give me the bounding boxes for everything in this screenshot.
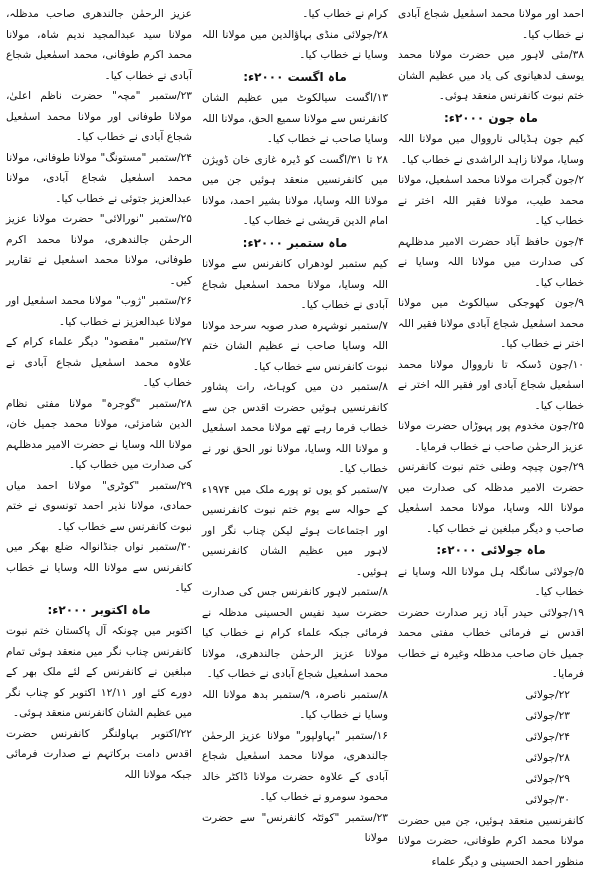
paragraph: ۲۳/ستمبر "کوئٹہ کانفرنس" سے حضرت مولانا <box>202 808 388 849</box>
paragraph: ۵/جولائی سانگلہ ہل مولانا اللہ وسایا نے خطاب کیا۔ <box>398 562 584 603</box>
paragraph: ۱۳/اگست سیالکوٹ میں عظیم الشان کانفرنس سے مولانا سمیع الحق، مولانا اللہ وسایا صاحب نے خطاب کیا۔ <box>202 88 388 150</box>
date-list-item: ۲۹/جولائی <box>398 769 570 790</box>
paragraph: ۲۵/جون مخدوم پور پہوڑاں حضرت مولانا عزیز الرحمٰن صاحب نے خطاب فرمایا۔ <box>398 416 584 457</box>
paragraph: ۲۹/جون چیچہ وطنی ختم نبوت کانفرنس حضرت الامیر مدظلہ کی صدارت میں مولانا اللہ وسایا، مولانا محمد اسمٰعیل صاحب و دیگر مبلغین نے خطاب کیا۔ <box>398 457 584 539</box>
date-list-item: ۲۸/جولائی <box>398 748 570 769</box>
paragraph: عزیز الرحمٰن جالندھری صاحب مدظلہ، مولانا سید عبدالمجید ندیم شاہ، مولانا محمد اکرم طوفانی، محمد اسمٰعیل شجاع آبادی نے خطاب کیا۔ <box>6 4 192 86</box>
date-list-item: ۲۲/جولائی <box>398 685 570 706</box>
paragraph: ۲۹/ستمبر "کوٹری" مولانا احمد میاں حمادی، مولانا نذیر احمد تونسوی نے ختم نبوت کانفرنس سے خطاب کیا۔ <box>6 476 192 538</box>
paragraph: ۲۵/ستمبر "نورالائی" حضرت مولانا عزیز الرحمٰن جالندھری، مولانا محمد اکرم طوفانی، مولانا محمد اسمٰعیل نے تقاریر کیں۔ <box>6 209 192 291</box>
date-list <box>398 685 584 811</box>
month-heading: ماہ ستمبر ۲۰۰۰ء: <box>202 233 388 254</box>
month-heading: ماہ اکتوبر ۲۰۰۰ء: <box>6 600 192 621</box>
month-heading: ماہ اگست ۲۰۰۰ء: <box>202 67 388 88</box>
paragraph: ۲/جون گجرات مولانا محمد اسمٰعیل، مولانا محمد طیب، مولانا فقیر اللہ اختر نے خطاب کیا۔ <box>398 170 584 232</box>
paragraph: کیم جون ہڈیالی نارووال میں مولانا اللہ وسایا، مولانا زاہد الراشدی نے خطاب کیا۔ <box>398 129 584 170</box>
paragraph: ۸/ستمبر دن میں کوہاٹ، رات پشاور کانفرنسیں ہوئیں حضرت اقدس جن سے خطاب فرما رہے تھے مولانا محمد اسمٰعیل و مولانا اللہ وسایا، مولانا نور الحق نور نے خطاب کیا۔ <box>202 377 388 480</box>
month-heading: ماہ جولائی ۲۰۰۰ء: <box>398 540 584 561</box>
paragraph: کرام نے خطاب کیا۔ <box>202 4 388 25</box>
column-left <box>6 4 192 755</box>
paragraph: کانفرنسیں منعقد ہوئیں، جن میں حضرت مولانا محمد اکرم طوفانی، حضرت مولانا منظور احمد الحسینی و دیگر علماء <box>398 811 584 872</box>
paragraph: ۲۴/ستمبر "مستونگ" مولانا طوفانی، مولانا محمد اسمٰعیل شجاع آبادی، مولانا عبدالعزیز جتوئی نے خطاب کیا۔ <box>6 148 192 210</box>
paragraph: ۱۰/جون ڈسکہ تا نارووال مولانا محمد اسمٰعیل شجاع آبادی اور فقیر اللہ اختر نے خطاب کیا۔ <box>398 355 584 417</box>
paragraph: ۳۸/مئی لاہور میں حضرت مولانا محمد یوسف لدھیانوی کی یاد میں عظیم الشان ختم نبوت کانفرنس منعقد ہوئی۔ <box>398 45 584 107</box>
paragraph: ۲۸ تا ۳۱/اگست کو ڈیرہ غازی خان ڈویژن میں کانفرنسیں منعقد ہوئیں جن میں مولانا اللہ وسایا، مولانا بشیر احمد، مولانا امام الدین قریشی نے خطاب کیا۔ <box>202 150 388 232</box>
paragraph: ۸/ستمبر لاہور کانفرنس جس کی صدارت حضرت سید نفیس الحسینی مدظلہ نے فرمائی جبکہ علماء کرام نے خطاب کیا مولانا عزیز الرحمٰن جالندھری، مولانا محمد اسمٰعیل شجاع آبادی نے خطاب کیا۔ <box>202 582 388 685</box>
month-heading: ماہ جون ۲۰۰۰ء: <box>398 108 584 129</box>
date-list-item: ۲۴/جولائی <box>398 727 570 748</box>
paragraph: کیم ستمبر لودھراں کانفرنس سے مولانا اللہ وسایا، مولانا محمد اسمٰعیل شجاع آبادی نے خطاب کیا۔ <box>202 254 388 316</box>
paragraph: ۷/ستمبر کو یوں تو پورے ملک میں ۱۹۷۴ء کے حوالہ سے یوم ختم نبوت کانفرنسیں اور اجتماعات ہوئے لیکن چناب نگر اور لاہور میں عظیم الشان کانفرنسیں ہوئیں۔ <box>202 480 388 583</box>
paragraph: ۹/جون کھوجکی سیالکوٹ میں مولانا محمد اسمٰعیل شجاع آبادی مولانا فقیر اللہ اختر نے خطاب کیا۔ <box>398 293 584 355</box>
paragraph: ۲۸/ستمبر "گوجرہ" مولانا مفتی نظام الدین شامزئی، مولانا محمد جمیل خان، مولانا اللہ وسایا نے حضرت الامیر مدظلہم کی صدارت میں خطاب کیا۔ <box>6 394 192 476</box>
paragraph: ۲۷/ستمبر "مقصود" دیگر علماء کرام کے علاوہ محمد اسمٰعیل شجاع آبادی نے خطاب کیا۔ <box>6 332 192 394</box>
paragraph: ۲۳/ستمبر "مچہ" حضرت ناظم اعلیٰ، مولانا طوفانی اور مولانا محمد اسمٰعیل شجاع آبادی نے خطاب کیا۔ <box>6 86 192 148</box>
paragraph: ۲۶/ستمبر "ژوب" مولانا محمد اسمٰعیل اور مولانا عبدالعزیز نے خطاب کیا۔ <box>6 291 192 332</box>
paragraph: ۸/ستمبر ناصرہ، ۹/ستمبر بدھ مولانا اللہ وسایا نے خطاب کیا۔ <box>202 685 388 726</box>
paragraph: ۳۰/ستمبر نواں جنڈانوالہ ضلع بھکر میں کانفرنس سے مولانا اللہ وسایا نے خطاب کیا۔ <box>6 537 192 599</box>
column-right <box>398 4 584 755</box>
date-list-item: ۲۳/جولائی <box>398 706 570 727</box>
paragraph: ۷/ستمبر نوشہرہ صدر صوبہ سرحد مولانا اللہ وسایا صاحب نے عظیم الشان ختم نبوت کانفرنس سے خطاب کیا۔ <box>202 316 388 378</box>
paragraph: احمد اور مولانا محمد اسمٰعیل شجاع آبادی نے خطاب کیا۔ <box>398 4 584 45</box>
paragraph: ۴/جون حافظ آباد حضرت الامیر مدظلہم کی صدارت میں مولانا اللہ وسایا نے خطاب کیا۔ <box>398 232 584 294</box>
paragraph: ۲۲/اکتوبر بہاولنگر کانفرنس حضرت اقدس دامت برکاتہم نے صدارت فرمائی جبکہ مولانا اللہ <box>6 724 192 786</box>
paragraph: ۱۶/ستمبر "بہاولپور" مولانا عزیز الرحمٰن جالندھری، مولانا محمد اسمٰعیل شجاع آبادی کے علاوہ حضرت مولانا ڈاکٹر خالد محمود سومرو نے خطاب کیا۔ <box>202 726 388 808</box>
paragraph: ۱۹/جولائی حیدر آباد زیر صدارت حضرت اقدس نے فرمائی خطاب مفتی محمد جمیل خان صاحب مدظلہ وغیرہ نے خطاب فرمایا۔ <box>398 603 584 685</box>
column-middle <box>202 4 388 755</box>
date-list-item: ۳۰/جولائی <box>398 790 570 811</box>
paragraph: اکتوبر میں چونکہ آل پاکستان ختم نبوت کانفرنس چناب نگر میں منعقد ہوئی تمام مبلغین نے کانفرنس کے لئے ملک بھر کے دورے کئے اور ۱۲/۱۱ اکتوبر کو چناب نگر میں عظیم الشان کانفرنس منعقد ہوئی۔ <box>6 621 192 724</box>
paragraph: ۲۸/جولائی منڈی بہاؤالدین میں مولانا اللہ وسایا نے خطاب کیا۔ <box>202 25 388 66</box>
